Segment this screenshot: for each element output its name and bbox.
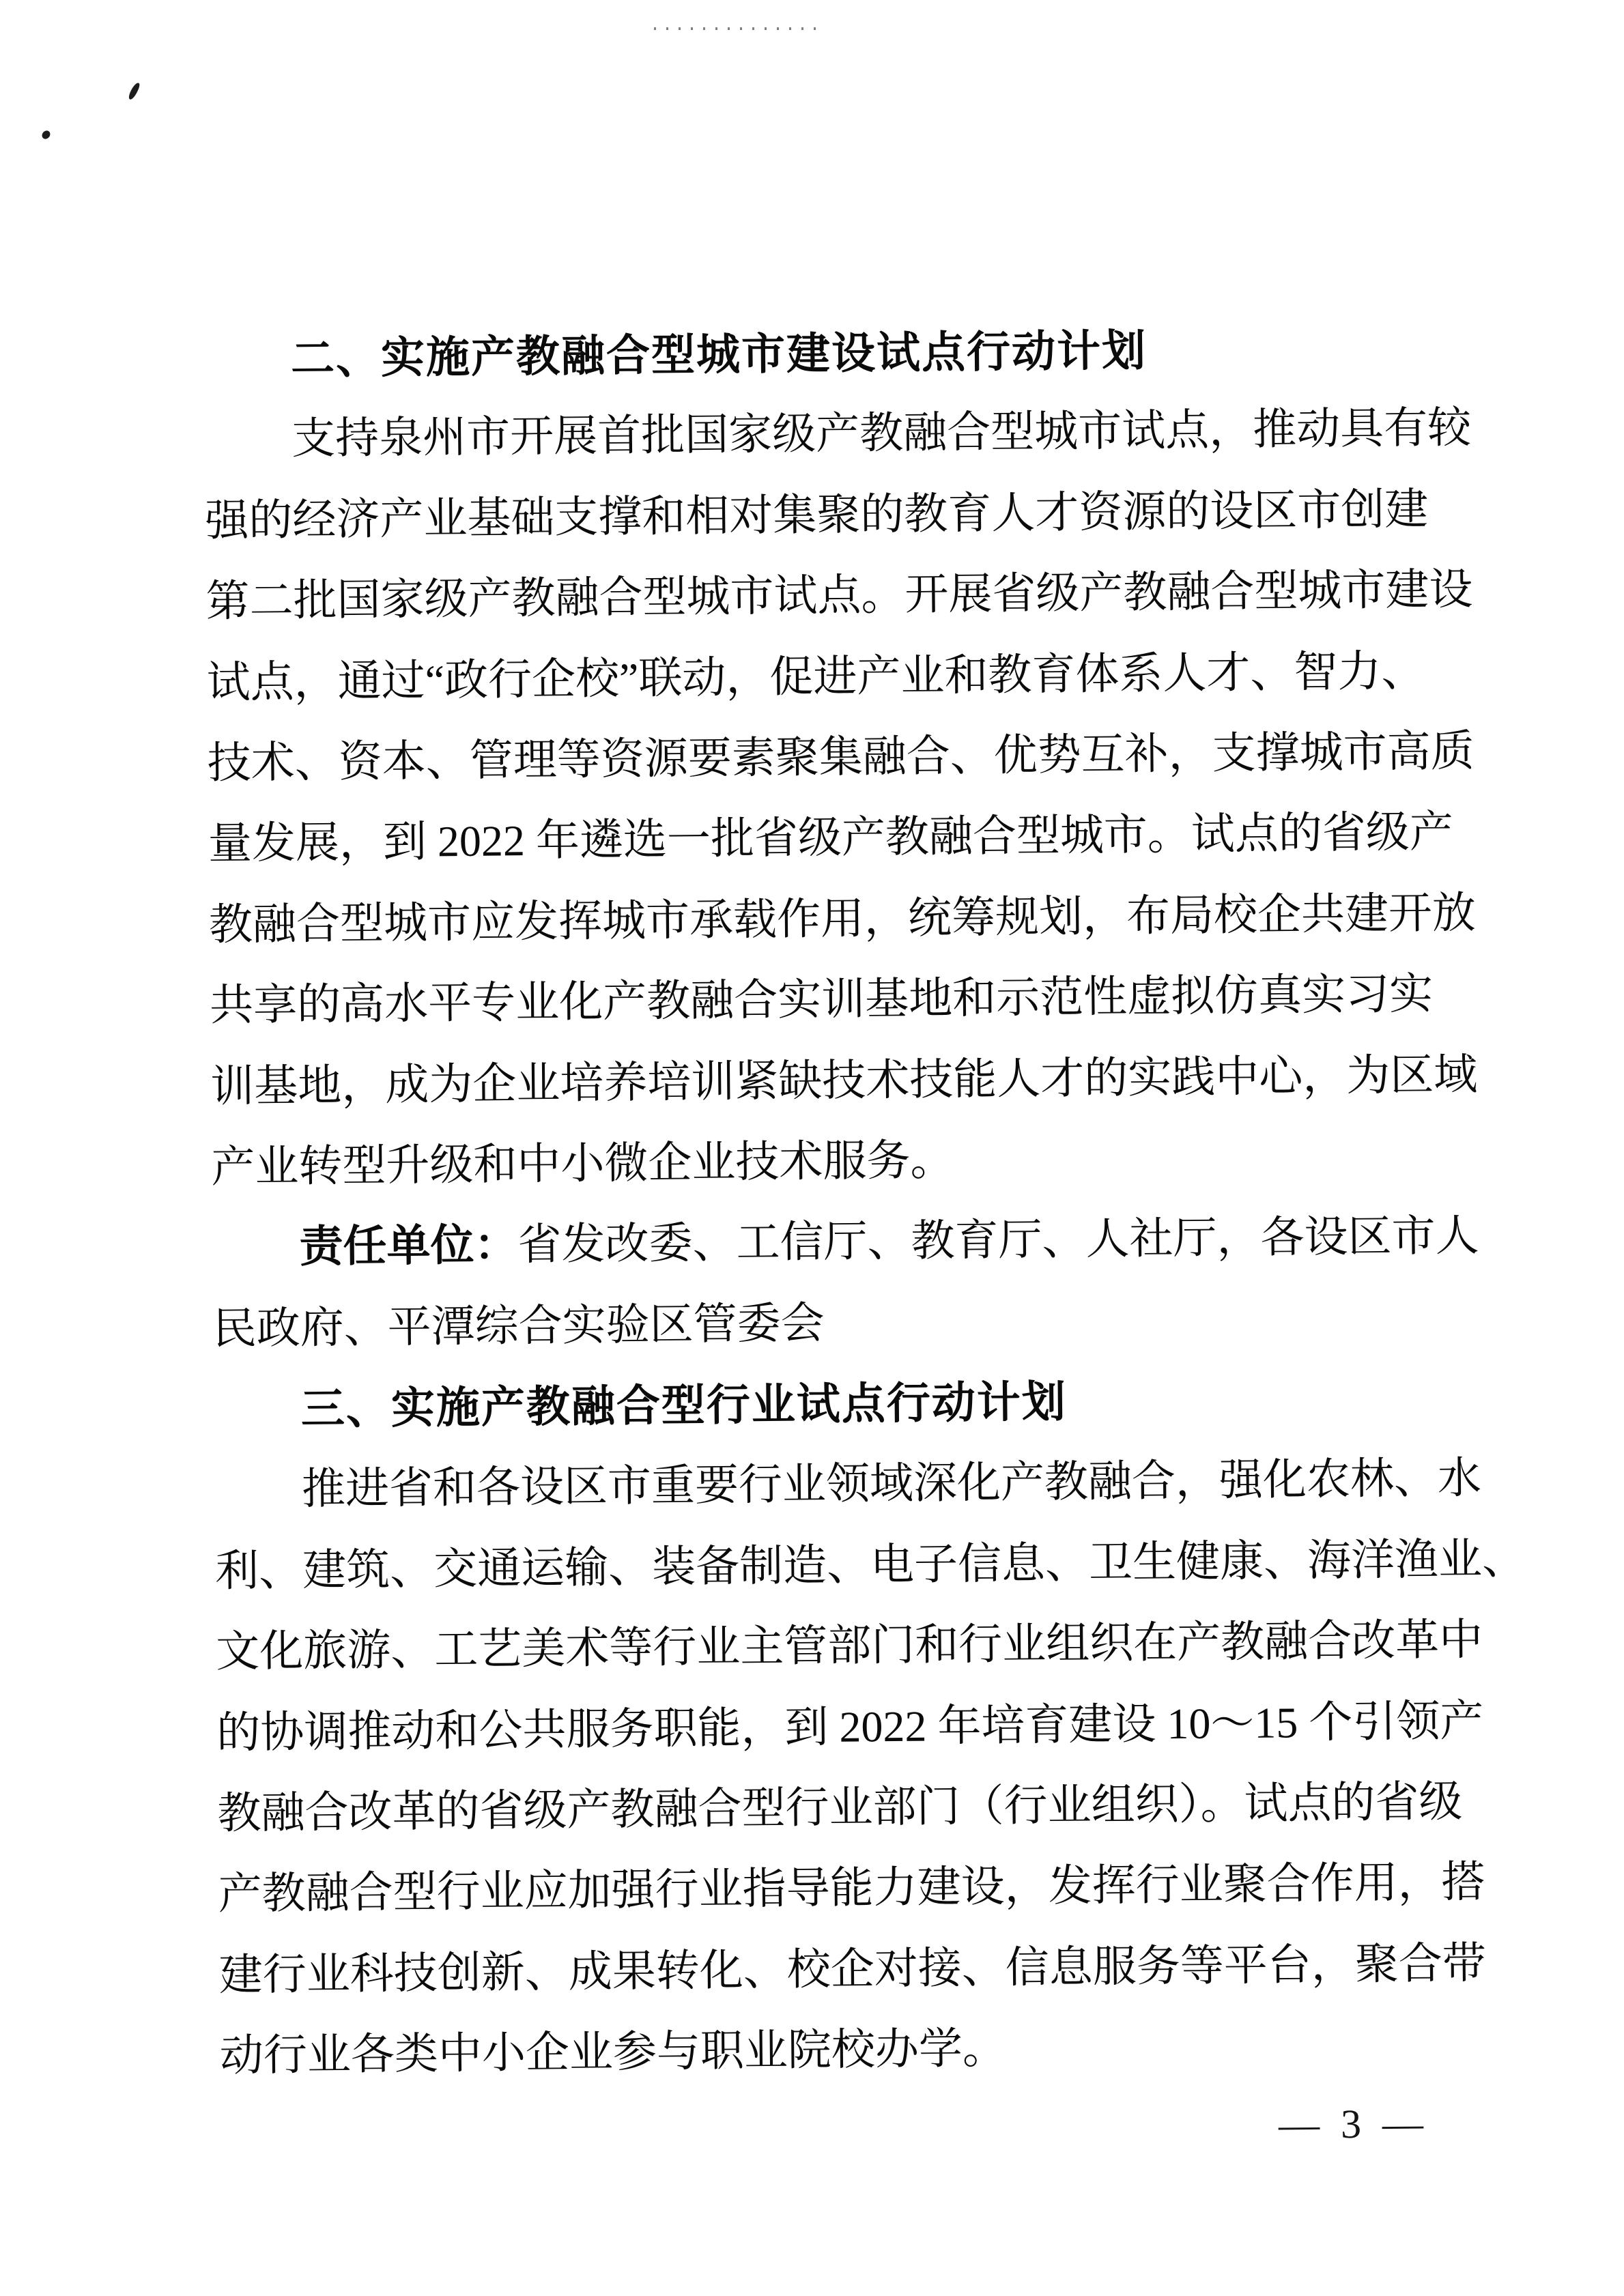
text-line: 推进省和各设区市重要行业领域深化产教融合，强化农林、水	[301, 1454, 1482, 1514]
text-line: 强的经济产业基础支撑和相对集聚的教育人才资源的设区市创建	[205, 485, 1429, 545]
text-line: 产业转型升级和中小微企业技术服务。	[211, 1136, 954, 1192]
page-number: — 3 —	[1278, 2100, 1429, 2148]
text-line: 教融合改革的省级产教融合型行业部门（行业组织）。试点的省级	[217, 1777, 1463, 1838]
document-body	[203, 308, 1526, 2097]
section-2-paragraph	[204, 388, 1478, 1208]
text-line: 建行业科技创新、成果转化、校企对接、信息服务等平台，聚合带	[218, 1938, 1487, 2000]
section-3-paragraph	[214, 1439, 1526, 2097]
text-line: 第二批国家级产教融合型城市试点。开展省级产教融合型城市建设	[205, 564, 1473, 626]
text-line: 训基地，成为企业培养培训紧缺技术技能人才的实践中心，为区域	[210, 1050, 1478, 1111]
text-line: 教融合型城市应发挥城市承载作用，统筹规划，布局校企共建开放	[208, 888, 1477, 949]
ink-speck	[128, 81, 141, 100]
text-line: 共享的高水平专业化产教融合实训基地和示范性虚拟仿真实习实	[209, 969, 1434, 1030]
text-line: 动行业各类中小企业参与职业院校办学。	[219, 2024, 1007, 2080]
text-line: 技术、资本、管理等资源要素聚集融合、优势互补，支撑城市高质	[207, 726, 1475, 788]
text-line: 产教融合型行业应加强行业指导能力建设，发挥行业聚合作用，搭	[218, 1858, 1485, 1919]
section-2-heading: 二、实施产教融合型城市建设试点行动计划	[290, 326, 1148, 384]
section-2-responsibility	[212, 1196, 1479, 1370]
text-line: 利、建筑、交通运输、装备制造、电子信息、卫生健康、海洋渔业、	[214, 1534, 1526, 1596]
responsibility-label: 责任单位：	[299, 1220, 518, 1272]
text-line: 支持泉州市开展首批国家级产教融合型城市试点，推动具有较	[291, 403, 1472, 463]
section-3-heading: 三、实施产教融合型行业试点行动计划	[300, 1377, 1068, 1434]
text-line: 文化旅游、工艺美术等行业主管部门和行业组织在产教融合改革中	[215, 1615, 1483, 1676]
text-line: 民政府、平潭综合实验区管委会	[212, 1298, 825, 1353]
ink-speck	[40, 129, 52, 141]
text-line: 的协调推动和公共服务职能，到 2022 年培育建设 10～15 个引领产	[216, 1696, 1484, 1757]
text-line: 责任单位：省发改委、工信厅、教育厅、人社厅，各设区市人	[299, 1211, 1479, 1272]
text-line: 试点，通过“政行企校”联动，促进产业和教育体系人才、智力、	[206, 646, 1425, 707]
scan-noise-dots	[654, 27, 818, 30]
text-line: 量发展，到 2022 年遴选一批省级产教融合型城市。试点的省级产	[208, 807, 1454, 868]
